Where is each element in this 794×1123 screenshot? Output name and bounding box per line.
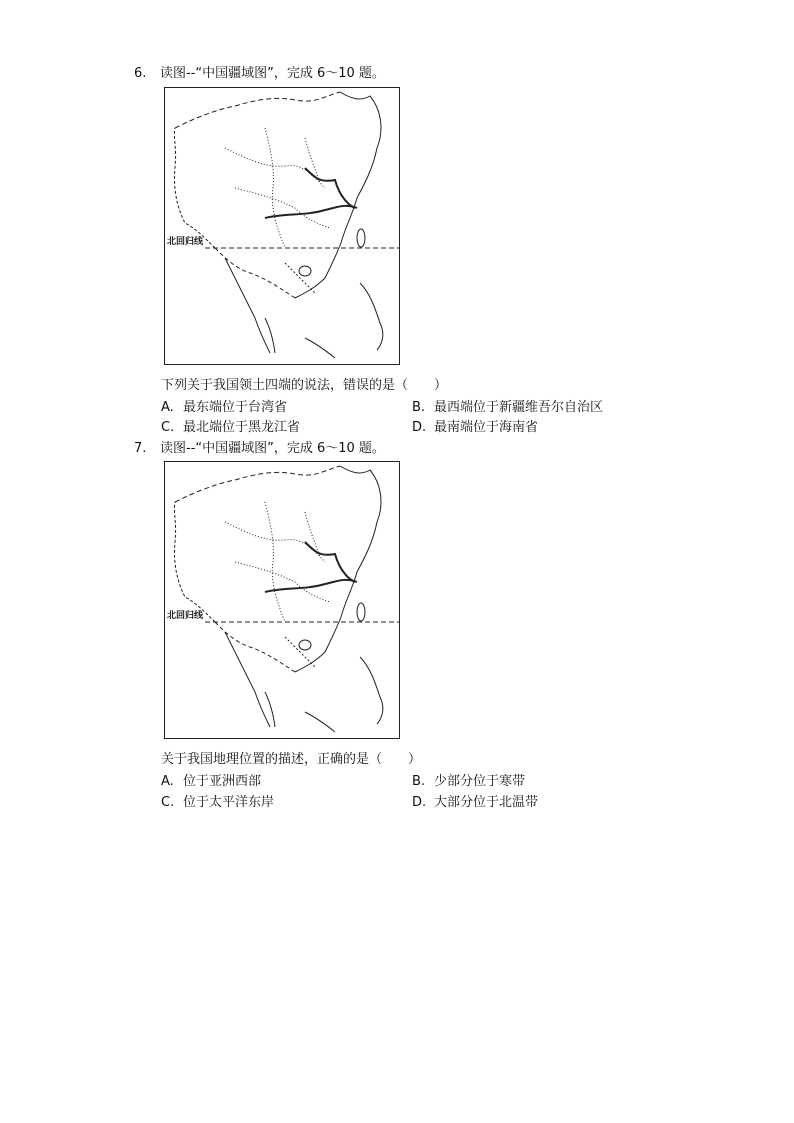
option-text: 最东端位于台湾省: [183, 400, 288, 415]
question-7-option-a[interactable]: [161, 770, 261, 789]
question-6-option-d[interactable]: [412, 416, 538, 435]
option-letter: B.: [412, 774, 426, 789]
map-drawing: [165, 88, 400, 365]
option-text: 最北端位于黑龙江省: [183, 420, 301, 435]
china-territory-map: [164, 87, 400, 365]
question-number: 7.: [134, 441, 147, 456]
question-7-option-c[interactable]: [161, 791, 274, 810]
option-text: 位于太平洋东岸: [183, 795, 275, 810]
question-7-option-b[interactable]: [412, 770, 525, 789]
option-text: 最西端位于新疆维吾尔自治区: [434, 400, 604, 415]
question-7-stem: 关于我国地理位置的描述，正确的是（ ）: [161, 752, 422, 767]
option-text: 位于亚洲西部: [183, 774, 262, 789]
option-letter: C.: [161, 795, 175, 810]
question-6-header: [134, 62, 385, 81]
question-intro: 读图--“中国疆域图”，完成 6～10 题。: [160, 441, 385, 456]
question-7-option-d[interactable]: [412, 791, 538, 810]
option-letter: D.: [412, 420, 427, 435]
option-letter: D.: [412, 795, 427, 810]
option-letter: A.: [161, 400, 174, 415]
question-6-stem: 下列关于我国领土四端的说法，错误的是（ ）: [161, 378, 448, 393]
question-number: 6.: [134, 66, 147, 81]
option-letter: A.: [161, 774, 174, 789]
question-intro: 读图--“中国疆域图”，完成 6～10 题。: [160, 66, 385, 81]
option-text: 大部分位于北温带: [434, 795, 539, 810]
option-letter: C.: [161, 420, 175, 435]
tropic-of-cancer-label: 北回归线: [167, 237, 204, 247]
question-6-option-a[interactable]: [161, 396, 287, 415]
question-6-option-c[interactable]: [161, 416, 300, 435]
question-6-option-b[interactable]: [412, 396, 603, 415]
map-drawing: [165, 462, 400, 739]
question-7-header: [134, 437, 385, 456]
option-text: 少部分位于寒带: [434, 774, 526, 789]
tropic-of-cancer-label: 北回归线: [167, 611, 204, 621]
option-text: 最南端位于海南省: [434, 420, 539, 435]
option-letter: B.: [412, 400, 426, 415]
china-territory-map: [164, 461, 400, 739]
